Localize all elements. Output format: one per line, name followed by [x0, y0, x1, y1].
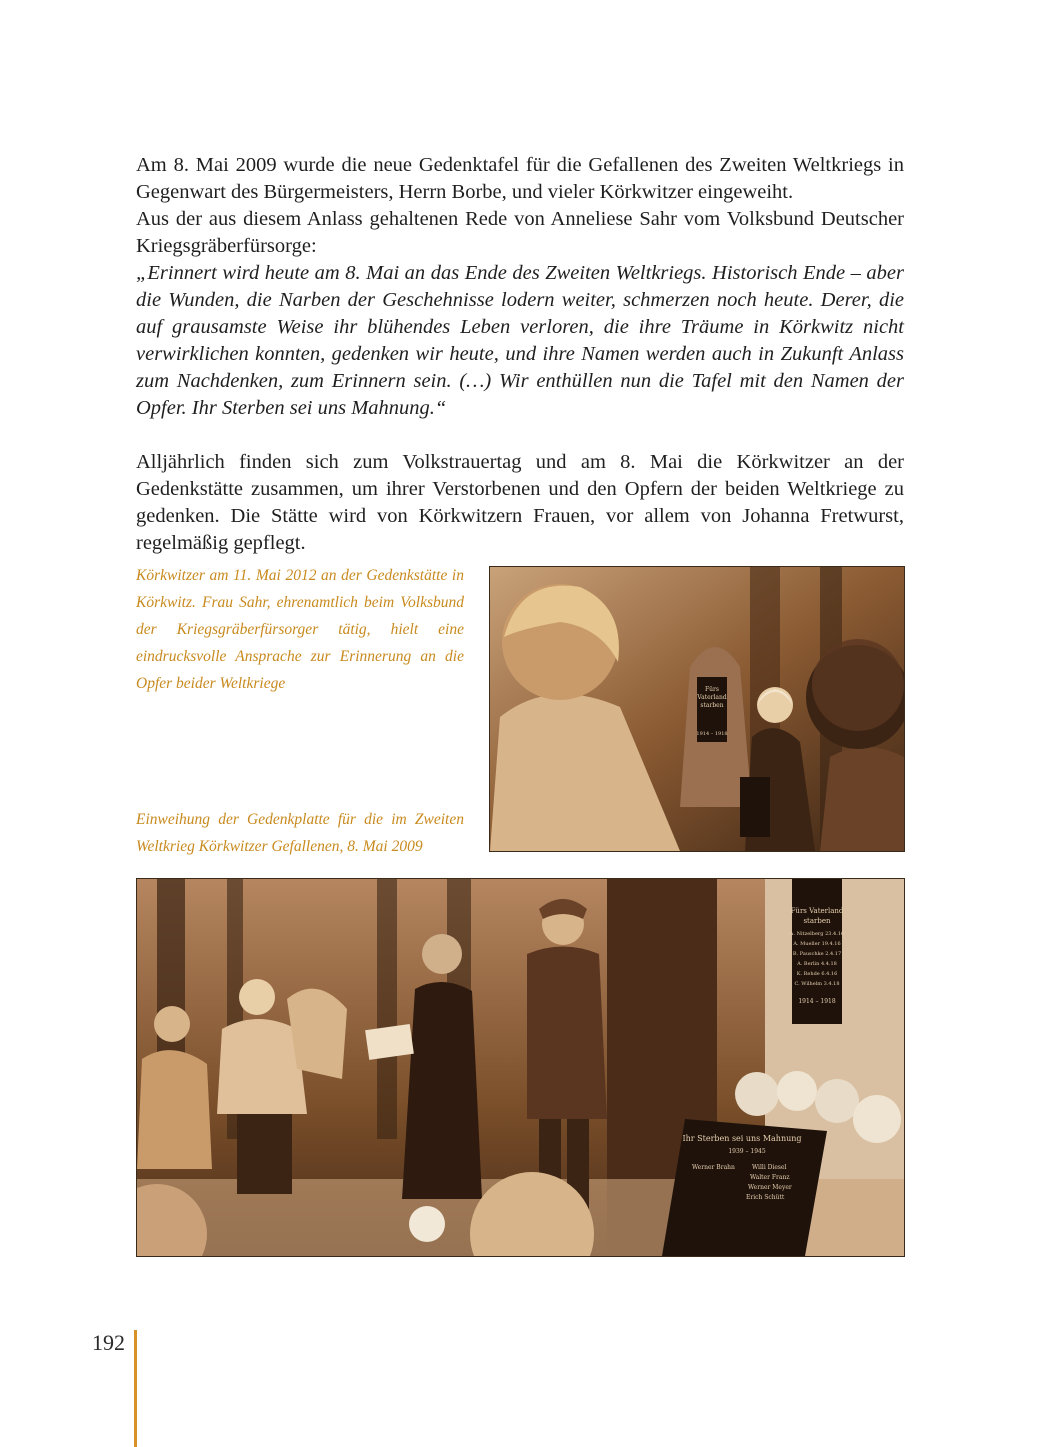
plate-years: 1939 – 1945 — [728, 1148, 766, 1155]
stone-line-8: C. Wilhelm 3.4.18 — [794, 981, 840, 987]
stone-line-7: K. Rehde 6.4.16 — [796, 971, 838, 977]
paragraph-3: Alljährlich finden sich zum Volkstrauertag und am 8. Mai die Körkwitzer an der Gedenkstätte zusammen, um ihrer Verstorbenen und den Opfern der beiden Weltkriege zu gedenken. Die Stätte wird von Körkwitzern Frauen, vor allem von Johanna Fretwurst, regelmäßig gepflegt. — [136, 451, 904, 554]
photo-memorial-speech-2012 — [489, 566, 905, 852]
plate-name-right-3: Werner Meyer — [748, 1184, 792, 1191]
stone-line-4: A. Mueller 19.4.16 — [793, 941, 841, 947]
body-text — [136, 152, 904, 557]
stone-line-6: A. Berlin 4.4.18 — [797, 961, 837, 967]
plate-name-right-4: Erich Schütt — [746, 1194, 785, 1201]
plate-title: Ihr Sterben sei uns Mahnung — [682, 1134, 802, 1143]
plate-name-right-1: Willi Diesel — [752, 1164, 787, 1171]
page-margin-rule — [134, 1330, 137, 1447]
stone-line-1: Fürs Vaterland — [790, 907, 844, 915]
photo-caption-2: Einweihung der Gedenkplatte für die im Zweiten Weltkrieg Körkwitzer Gefallenen, 8. Mai 2009 — [136, 811, 464, 855]
plate-name-right-2: Walter Franz — [750, 1174, 790, 1181]
photo-2-illustration — [137, 879, 904, 1256]
page-number: 192 — [92, 1330, 125, 1355]
photo-plaque-dedication-2009 — [136, 878, 905, 1257]
photo-caption-1: Körkwitzer am 11. Mai 2012 an der Gedenkstätte in Körkwitz. Frau Sahr, ehrenamtlich beim Volksbund der Kriegsgräberfürsorger tätig, hielt eine eindrucksvolle Ansprache zur Erinnerung an die Opfer beider Weltkriege — [136, 567, 464, 692]
stone-line-2: starben — [803, 917, 831, 925]
plaque-line-4: 1914 – 1918 — [696, 731, 728, 737]
paragraph-spacer — [136, 422, 904, 449]
speech-quote: „Erinnert wird heute am 8. Mai an das Ende des Zweiten Weltkriegs. Historisch Ende – aber die Wunden, die Narben der Geschehnisse lodern weiter, schmerzen noch heute. Derer, die auf grausamste Weise ihr blühendes Leben verloren, die ihre Träume in Körkwitz nicht verwirklichen konnten, gedenken wir heute, und ihre Namen werden auch in Zukunft Anlass zum Nachdenken, zum Erinnern sein. (…) Wir enthüllen nun die Tafel mit den Namen der Opfer. Ihr Sterben sei uns Mahnung.“ — [136, 262, 904, 419]
paragraph-2: Aus der aus diesem Anlass gehaltenen Rede von Anneliese Sahr vom Volksbund Deutscher Kriegsgräberfürsorge: — [136, 208, 904, 257]
stone-line-3: A. Nitzelberg 23.4.16 — [789, 931, 845, 937]
plaque-line-1: Fürs — [705, 686, 719, 693]
stone-line-5: B. Pauschke 2.4.17 — [792, 951, 842, 957]
paragraph-1: Am 8. Mai 2009 wurde die neue Gedenktafel für die Gefallenen des Zweiten Weltkriegs in Gegenwart des Bürgermeisters, Herrn Borbe, und vieler Körkwitzer eingeweiht. — [136, 154, 904, 203]
stone-line-9: 1914 – 1918 — [798, 998, 836, 1005]
photo-1-illustration — [490, 567, 904, 851]
plaque-line-3: starben — [700, 702, 724, 709]
plate-name-left-1: Werner Brahn — [692, 1164, 735, 1171]
plaque-line-2: Vaterland — [697, 694, 727, 701]
